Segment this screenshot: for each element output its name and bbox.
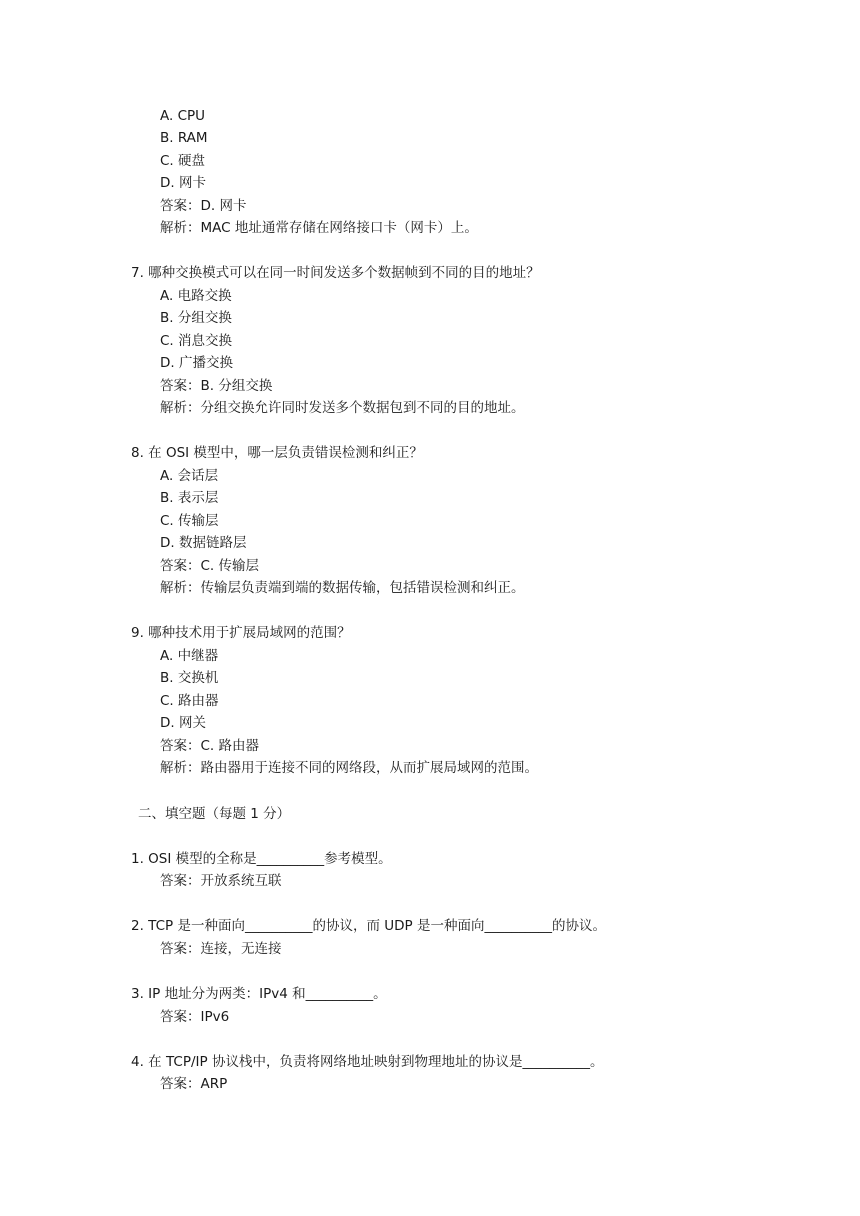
q9-analysis: 解析：路由器用于连接不同的网络段，从而扩展局域网的范围。 bbox=[160, 760, 538, 776]
q8-option-d: D. 数据链路层 bbox=[160, 535, 247, 551]
q7-option-d: D. 广播交换 bbox=[160, 355, 233, 371]
q9-answer: 答案：C. 路由器 bbox=[160, 738, 260, 754]
q7-analysis: 解析：分组交换允许同时发送多个数据包到不同的目的地址。 bbox=[160, 400, 525, 416]
q6-answer: 答案：D. 网卡 bbox=[160, 198, 247, 214]
q8-answer: 答案：C. 传输层 bbox=[160, 558, 260, 574]
q8-question: 8. 在 OSI 模型中，哪一层负责错误检测和纠正？ bbox=[131, 445, 423, 461]
q7-question: 7. 哪种交换模式可以在同一时间发送多个数据帧到不同的目的地址？ bbox=[131, 265, 540, 281]
fill-4-question: 4. 在 TCP/IP 协议栈中，负责将网络地址映射到物理地址的协议是__________。 bbox=[131, 1054, 604, 1070]
q6-option-b: B. RAM bbox=[160, 130, 208, 146]
fill-4-answer: 答案：ARP bbox=[160, 1076, 228, 1092]
q6-analysis: 解析：MAC 地址通常存储在网络接口卡（网卡）上。 bbox=[160, 220, 478, 236]
fill-3-question: 3. IP 地址分为两类：IPv4 和__________。 bbox=[131, 986, 387, 1002]
q6-option-c: C. 硬盘 bbox=[160, 153, 206, 169]
q9-option-b: B. 交换机 bbox=[160, 670, 219, 686]
q8-analysis: 解析：传输层负责端到端的数据传输，包括错误检测和纠正。 bbox=[160, 580, 525, 596]
q8-option-a: A. 会话层 bbox=[160, 468, 219, 484]
section-title: 二、填空题（每题 1 分） bbox=[138, 806, 291, 822]
fill-2-question: 2. TCP 是一种面向__________的协议，而 UDP 是一种面向__________的协议。 bbox=[131, 918, 606, 934]
fill-3-answer: 答案：IPv6 bbox=[160, 1009, 230, 1025]
q6-option-d: D. 网卡 bbox=[160, 175, 206, 191]
q9-option-c: C. 路由器 bbox=[160, 693, 219, 709]
q8-option-b: B. 表示层 bbox=[160, 490, 219, 506]
q7-option-a: A. 电路交换 bbox=[160, 288, 232, 304]
q9-option-d: D. 网关 bbox=[160, 715, 206, 731]
fill-2-answer: 答案：连接，无连接 bbox=[160, 941, 282, 957]
q9-option-a: A. 中继器 bbox=[160, 648, 219, 664]
q8-option-c: C. 传输层 bbox=[160, 513, 219, 529]
fill-1-answer: 答案：开放系统互联 bbox=[160, 873, 282, 889]
q7-option-c: C. 消息交换 bbox=[160, 333, 233, 349]
q7-option-b: B. 分组交换 bbox=[160, 310, 232, 326]
fill-1-question: 1. OSI 模型的全称是__________参考模型。 bbox=[131, 851, 392, 867]
q6-option-a: A. CPU bbox=[160, 108, 206, 124]
q9-question: 9. 哪种技术用于扩展局域网的范围？ bbox=[131, 625, 351, 641]
q7-answer: 答案：B. 分组交换 bbox=[160, 378, 273, 394]
